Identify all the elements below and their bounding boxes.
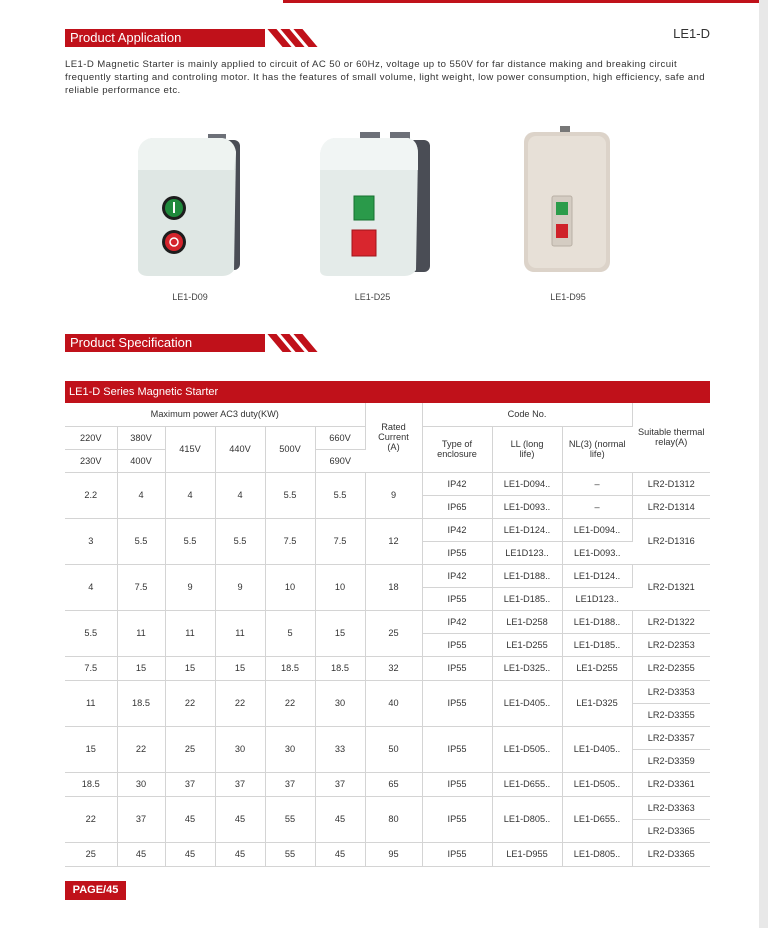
ll-cell: LE1-D325.. xyxy=(492,656,562,680)
power-cell: 11 xyxy=(117,610,165,656)
table-row xyxy=(65,656,710,680)
power-cell: 22 xyxy=(165,680,215,726)
voltage-header: 400V xyxy=(117,449,165,472)
relay-cell: LR2-D1314 xyxy=(632,495,710,518)
relay-cell: LR2-D3361 xyxy=(632,772,710,796)
spec-table xyxy=(65,403,710,867)
nl-cell: LE1-D188.. xyxy=(562,610,632,633)
page-number: PAGE/45 xyxy=(65,881,126,900)
power-cell: 55 xyxy=(265,796,315,842)
current-cell: 18 xyxy=(365,564,422,610)
power-cell: 4 xyxy=(117,472,165,518)
current-cell: 95 xyxy=(365,842,422,866)
relay-cell: LR2-D3353 xyxy=(632,680,710,703)
current-cell: 80 xyxy=(365,796,422,842)
relay-cell: LR2-D3359 xyxy=(632,749,710,772)
code-no-header: Code No. xyxy=(422,403,632,426)
power-cell: 22 xyxy=(215,680,265,726)
nl-header: NL(3) (normal life) xyxy=(562,426,632,472)
power-cell: 37 xyxy=(117,796,165,842)
power-cell: 7.5 xyxy=(315,518,365,564)
relay-cell: LR2-D3355 xyxy=(632,703,710,726)
nl-cell: LE1-D255 xyxy=(562,656,632,680)
thermal-relay-header: Suitable thermal relay(A) xyxy=(632,403,710,472)
enclosure-cell: IP42 xyxy=(422,610,492,633)
nl-cell: LE1D123.. xyxy=(562,587,632,610)
nl-cell: LE1-D405.. xyxy=(562,726,632,772)
ll-cell: LE1D123.. xyxy=(492,541,562,564)
nl-cell: LE1-D124.. xyxy=(562,564,632,587)
voltage-header: 500V xyxy=(265,426,315,472)
power-cell: 10 xyxy=(265,564,315,610)
power-cell: 9 xyxy=(215,564,265,610)
current-cell: 25 xyxy=(365,610,422,656)
ll-cell: LE1-D655.. xyxy=(492,772,562,796)
enclosure-cell: IP55 xyxy=(422,842,492,866)
power-cell: 11 xyxy=(165,610,215,656)
power-cell: 18.5 xyxy=(65,772,117,796)
power-cell: 18.5 xyxy=(265,656,315,680)
relay-cell: LR2-D1321 xyxy=(632,564,710,610)
table-row xyxy=(65,842,710,866)
power-cell: 9 xyxy=(165,564,215,610)
power-cell: 30 xyxy=(315,680,365,726)
table-row xyxy=(65,726,710,749)
table-row xyxy=(65,610,710,633)
ll-cell: LE1-D955 xyxy=(492,842,562,866)
current-cell: 12 xyxy=(365,518,422,564)
nl-cell: LE1-D094.. xyxy=(562,518,632,541)
power-cell: 45 xyxy=(165,842,215,866)
power-cell: 45 xyxy=(215,842,265,866)
section-title: Product Application xyxy=(65,29,265,47)
enclosure-cell: IP65 xyxy=(422,495,492,518)
table-row xyxy=(65,518,710,541)
model-code: LE1-D xyxy=(673,26,710,41)
nl-cell: LE1-D805.. xyxy=(562,842,632,866)
intro-paragraph: LE1-D Magnetic Starter is mainly applied to circuit of AC 50 or 60Hz, voltage up to 550V for far distance making and breaking circuit frequently starting and controling motor. It has the features of small volume, light weight, low power consumption, high efficiency, safe and reliable performance etc. xyxy=(65,59,705,96)
relay-cell: LR2-D1322 xyxy=(632,610,710,633)
power-cell: 7.5 xyxy=(117,564,165,610)
power-cell: 22 xyxy=(65,796,117,842)
relay-cell: LR2-D3363 xyxy=(632,796,710,819)
power-cell: 25 xyxy=(65,842,117,866)
voltage-header: 660V xyxy=(315,426,365,449)
nl-cell: LE1-D325 xyxy=(562,680,632,726)
power-cell: 5.5 xyxy=(215,518,265,564)
power-cell: 15 xyxy=(117,656,165,680)
enclosure-cell: IP55 xyxy=(422,633,492,656)
power-cell: 5 xyxy=(265,610,315,656)
relay-cell: LR2-D3357 xyxy=(632,726,710,749)
enclosure-cell: IP55 xyxy=(422,680,492,726)
enclosure-cell: IP55 xyxy=(422,796,492,842)
enclosure-cell: IP55 xyxy=(422,726,492,772)
current-cell: 65 xyxy=(365,772,422,796)
power-cell: 30 xyxy=(265,726,315,772)
current-cell: 40 xyxy=(365,680,422,726)
power-cell: 25 xyxy=(165,726,215,772)
enclosure-cell: IP55 xyxy=(422,587,492,610)
enclosure-cell: IP42 xyxy=(422,472,492,495)
power-cell: 45 xyxy=(315,796,365,842)
power-cell: 4 xyxy=(215,472,265,518)
nl-cell: LE1-D655.. xyxy=(562,796,632,842)
voltage-header: 440V xyxy=(215,426,265,472)
relay-cell: LR2-D2353 xyxy=(632,633,710,656)
nl-cell: – xyxy=(562,472,632,495)
product-le1-d25 xyxy=(310,130,435,302)
relay-cell: LR2-D3365 xyxy=(632,842,710,866)
current-cell: 32 xyxy=(365,656,422,680)
power-cell: 10 xyxy=(315,564,365,610)
voltage-header: 230V xyxy=(65,449,117,472)
power-cell: 5.5 xyxy=(117,518,165,564)
power-cell: 15 xyxy=(315,610,365,656)
ll-cell: LE1-D094.. xyxy=(492,472,562,495)
top-accent-line xyxy=(283,0,768,3)
starter-d95-image xyxy=(518,124,618,274)
power-cell: 45 xyxy=(165,796,215,842)
table-row xyxy=(65,796,710,819)
ll-cell: LE1-D805.. xyxy=(492,796,562,842)
relay-cell: LR2-D3365 xyxy=(632,819,710,842)
power-cell: 37 xyxy=(165,772,215,796)
ll-cell: LE1-D185.. xyxy=(492,587,562,610)
power-cell: 5.5 xyxy=(265,472,315,518)
voltage-header: 380V xyxy=(117,426,165,449)
ll-cell: LE1-D405.. xyxy=(492,680,562,726)
power-cell: 5.5 xyxy=(165,518,215,564)
power-cell: 11 xyxy=(215,610,265,656)
power-cell: 45 xyxy=(215,796,265,842)
power-cell: 37 xyxy=(215,772,265,796)
ll-cell: LE1-D188.. xyxy=(492,564,562,587)
max-power-header: Maximum power AC3 duty(KW) xyxy=(65,403,365,426)
enclosure-cell: IP42 xyxy=(422,564,492,587)
nl-cell: – xyxy=(562,495,632,518)
product-le1-d95 xyxy=(518,124,618,302)
ll-cell: LE1-D505.. xyxy=(492,726,562,772)
power-cell: 3 xyxy=(65,518,117,564)
nl-cell: LE1-D505.. xyxy=(562,772,632,796)
product-label: LE1-D25 xyxy=(354,292,391,302)
enclosure-cell: IP42 xyxy=(422,518,492,541)
ll-cell: LE1-D093.. xyxy=(492,495,562,518)
voltage-header: 690V xyxy=(315,449,365,472)
page-edge-bar xyxy=(759,0,768,928)
table-row xyxy=(65,472,710,495)
starter-d09-image xyxy=(130,130,250,280)
enclosure-cell: IP55 xyxy=(422,656,492,680)
table-row xyxy=(65,772,710,796)
ll-cell: LE1-D258 xyxy=(492,610,562,633)
power-cell: 2.2 xyxy=(65,472,117,518)
power-cell: 45 xyxy=(315,842,365,866)
enclosure-header: Type of enclosure xyxy=(422,426,492,472)
power-cell: 4 xyxy=(65,564,117,610)
power-cell: 37 xyxy=(315,772,365,796)
ll-cell: LE1-D124.. xyxy=(492,518,562,541)
relay-cell: LR2-D1316 xyxy=(632,518,710,564)
relay-cell: LR2-D1312 xyxy=(632,472,710,495)
table-title: LE1-D Series Magnetic Starter xyxy=(65,381,710,403)
power-cell: 7.5 xyxy=(65,656,117,680)
rated-current-header: Rated Current (A) xyxy=(365,403,422,472)
power-cell: 18.5 xyxy=(315,656,365,680)
power-cell: 15 xyxy=(215,656,265,680)
starter-d25-image xyxy=(310,130,435,280)
enclosure-cell: IP55 xyxy=(422,541,492,564)
power-cell: 55 xyxy=(265,842,315,866)
nl-cell: LE1-D185.. xyxy=(562,633,632,656)
current-cell: 9 xyxy=(365,472,422,518)
nl-cell: LE1-D093.. xyxy=(562,541,632,564)
power-cell: 4 xyxy=(165,472,215,518)
power-cell: 7.5 xyxy=(265,518,315,564)
power-cell: 33 xyxy=(315,726,365,772)
relay-cell: LR2-D2355 xyxy=(632,656,710,680)
power-cell: 18.5 xyxy=(117,680,165,726)
power-cell: 15 xyxy=(165,656,215,680)
table-row xyxy=(65,680,710,703)
power-cell: 5.5 xyxy=(65,610,117,656)
voltage-header: 220V xyxy=(65,426,117,449)
power-cell: 45 xyxy=(117,842,165,866)
power-cell: 5.5 xyxy=(315,472,365,518)
voltage-header: 415V xyxy=(165,426,215,472)
power-cell: 30 xyxy=(117,772,165,796)
table-header-row xyxy=(65,403,710,426)
power-cell: 22 xyxy=(117,726,165,772)
enclosure-cell: IP55 xyxy=(422,772,492,796)
product-label: LE1-D09 xyxy=(172,292,208,302)
power-cell: 15 xyxy=(65,726,117,772)
current-cell: 50 xyxy=(365,726,422,772)
ll-header: LL (long life) xyxy=(492,426,562,472)
section-title: Product Specification xyxy=(65,334,265,352)
table-row xyxy=(65,564,710,587)
ll-cell: LE1-D255 xyxy=(492,633,562,656)
power-cell: 30 xyxy=(215,726,265,772)
power-cell: 11 xyxy=(65,680,117,726)
power-cell: 22 xyxy=(265,680,315,726)
product-le1-d09 xyxy=(130,130,250,302)
power-cell: 37 xyxy=(265,772,315,796)
product-label: LE1-D95 xyxy=(550,292,586,302)
